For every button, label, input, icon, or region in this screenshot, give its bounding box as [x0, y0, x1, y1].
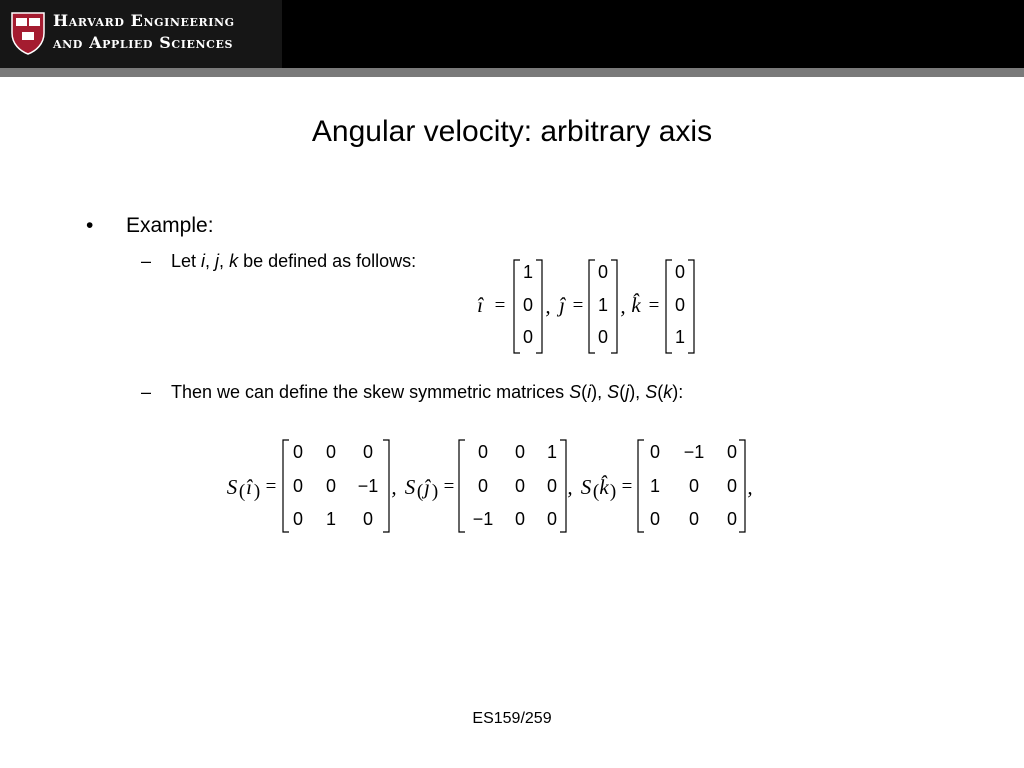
unit-vector-symbol: î — [477, 293, 483, 317]
matrix-entry: 0 — [477, 476, 489, 496]
unit-vector-equations — [470, 255, 710, 361]
sub2-close3: ): — [672, 382, 684, 402]
matrix-entry: 0 — [649, 442, 661, 462]
matrix-entry: 0 — [292, 442, 304, 462]
matrix-entry: 0 — [726, 476, 738, 496]
matrix-entry: 1 — [325, 509, 337, 529]
unit-vector-symbol: ĵ — [559, 293, 565, 317]
sub2-S3: S — [645, 382, 658, 402]
matrix-entry: 0 — [514, 509, 526, 529]
skew-S-symbol: S — [580, 475, 592, 499]
matrix-entry: 0 — [674, 262, 686, 282]
matrix-bracket-left — [514, 260, 520, 353]
matrix-entry: 1 — [597, 295, 609, 315]
matrix-entry: 0 — [726, 509, 738, 529]
skew-S-symbol: S — [226, 475, 238, 499]
matrix-entry: 0 — [597, 327, 609, 347]
sub2-prefix: Then we can define the skew symmetric matrices — [171, 382, 570, 402]
matrix-bracket-left — [283, 440, 289, 532]
comma: , — [545, 294, 551, 318]
matrix-bracket-right — [688, 260, 694, 353]
matrix-entry: 0 — [292, 509, 304, 529]
sub2-S1: S — [569, 382, 582, 402]
matrix-bracket-right — [739, 440, 745, 532]
sub2-close2: ), — [629, 382, 646, 402]
matrix-entry: 0 — [514, 442, 526, 462]
sub2-open3: ( — [657, 382, 664, 402]
paren-left: ( — [238, 481, 246, 502]
sub1-prefix: Let — [171, 251, 202, 271]
matrix-entry: 0 — [362, 509, 374, 529]
comma: , — [747, 475, 753, 499]
sub1-j: j — [215, 251, 220, 271]
matrix-bracket-left — [638, 440, 644, 532]
sub1-sep2: , — [219, 251, 230, 271]
sub1-suffix: be defined as follows: — [238, 251, 417, 271]
matrix-entry: 1 — [674, 327, 686, 347]
matrix-entry: 0 — [325, 442, 337, 462]
matrix-bracket-right — [536, 260, 542, 353]
sub1-sep1: , — [205, 251, 216, 271]
dash-marker: – — [141, 382, 152, 402]
sub2-open2: ( — [619, 382, 626, 402]
skew-S-symbol: S — [404, 475, 416, 499]
matrix-entry: 0 — [546, 509, 558, 529]
sub-item-let — [141, 249, 416, 273]
matrix-entry: −1 — [683, 442, 705, 462]
header-divider — [0, 68, 1024, 77]
skew-arg-symbol: ĵ — [424, 475, 430, 499]
matrix-entry: 0 — [688, 509, 700, 529]
matrix-entry: 0 — [597, 262, 609, 282]
matrix-bracket-left — [589, 260, 595, 353]
sub1-i: i — [201, 251, 206, 271]
unit-vector-symbol: k̂ — [631, 293, 641, 317]
matrix-bracket-right — [560, 440, 566, 532]
skew-arg-symbol: k̂ — [599, 475, 609, 499]
sub2-S2: S — [607, 382, 620, 402]
paren-right: ) — [253, 481, 261, 502]
matrix-entry: 0 — [674, 295, 686, 315]
matrix-entry: 0 — [477, 442, 489, 462]
matrix-entry: 0 — [325, 476, 337, 496]
matrix-entry: 0 — [292, 476, 304, 496]
comma: , — [391, 475, 397, 499]
matrix-entry: 0 — [649, 509, 661, 529]
matrix-entry: 1 — [649, 476, 661, 496]
matrix-bracket-right — [383, 440, 389, 532]
equals-sign: = — [648, 295, 660, 316]
harvard-shield-icon — [10, 11, 46, 55]
equals-sign: = — [572, 295, 584, 316]
matrix-entry: −1 — [357, 476, 379, 496]
paren-right: ) — [609, 481, 617, 502]
sub2-a3: k — [663, 382, 673, 402]
comma: , — [567, 475, 573, 499]
sub-item-then — [141, 380, 683, 404]
slide-title: Angular velocity: arbitrary axis — [311, 115, 713, 148]
matrix-entry: 0 — [522, 327, 534, 347]
org-name-line2: and Applied Sciences — [53, 33, 234, 52]
paren-left: ( — [592, 481, 600, 502]
matrix-bracket-left — [459, 440, 465, 532]
matrix-bracket-left — [666, 260, 672, 353]
bullet-marker: • — [86, 214, 94, 237]
sub2-a1: i — [587, 382, 592, 402]
matrix-entry: 0 — [726, 442, 738, 462]
skew-arg-symbol: î — [246, 475, 252, 499]
sub2-a2: j — [625, 382, 630, 402]
logo-panel — [0, 0, 282, 68]
matrix-bracket-right — [611, 260, 617, 353]
bullet-item — [86, 212, 214, 240]
sub2-open1: ( — [581, 382, 588, 402]
matrix-entry: 0 — [546, 476, 558, 496]
equals-sign: = — [265, 476, 277, 497]
footer-course: ES159/259 — [472, 710, 552, 727]
comma: , — [620, 294, 626, 318]
matrix-entry: 0 — [514, 476, 526, 496]
sub1-k: k — [229, 251, 239, 271]
equals-sign: = — [443, 476, 455, 497]
dash-marker: – — [141, 251, 152, 271]
equals-sign: = — [621, 476, 633, 497]
matrix-entry: 0 — [362, 442, 374, 462]
matrix-entry: 1 — [546, 442, 558, 462]
matrix-entry: 0 — [688, 476, 700, 496]
paren-right: ) — [431, 481, 439, 502]
org-name-line1: Harvard Engineering — [53, 11, 235, 30]
org-name — [53, 10, 235, 54]
paren-left: ( — [416, 481, 424, 502]
bullet-text: Example: — [126, 214, 214, 237]
sub2-close1: ), — [591, 382, 608, 402]
matrix-entry: 0 — [522, 295, 534, 315]
matrix-entry: 1 — [522, 262, 534, 282]
skew-matrix-equations — [220, 436, 760, 536]
equals-sign: = — [494, 295, 506, 316]
matrix-entry: −1 — [472, 509, 494, 529]
